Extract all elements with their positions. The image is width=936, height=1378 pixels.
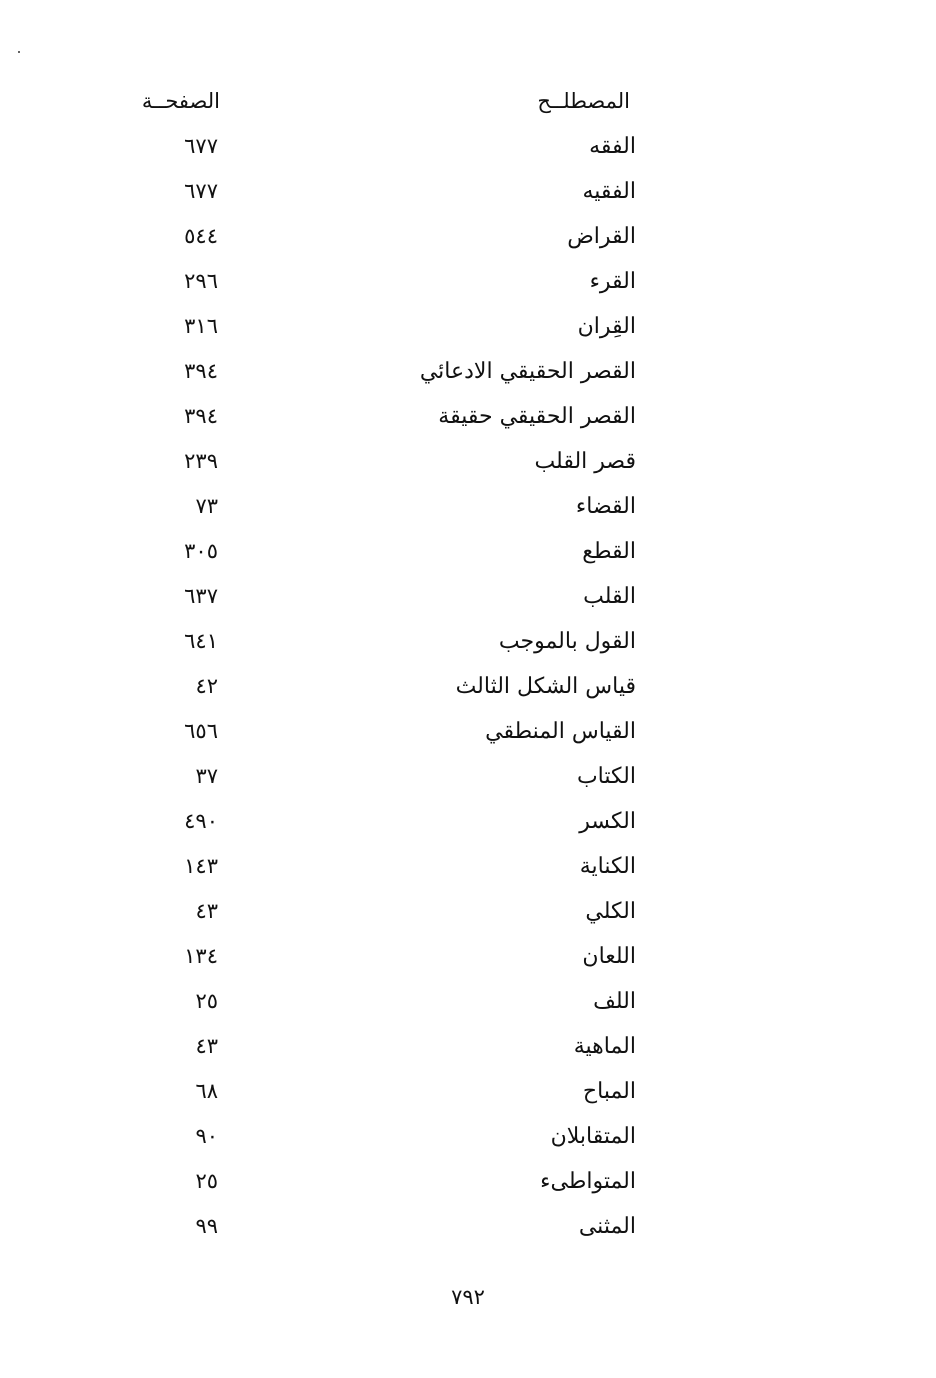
page-number: ٧٩٢ <box>451 1285 485 1309</box>
index-entry <box>0 484 936 529</box>
index-entry <box>0 529 936 574</box>
entry-page-number: ١٣٤ <box>184 944 218 968</box>
index-entry <box>0 709 936 754</box>
entry-page-number: ٢٣٩ <box>184 449 218 473</box>
entry-page-number: ٥٤٤ <box>184 224 218 248</box>
index-entry <box>0 889 936 934</box>
entry-term: المثنى <box>578 1214 636 1239</box>
entry-term: القصر الحقيقي الادعائي <box>419 359 636 384</box>
entry-term: اللف <box>593 989 636 1014</box>
entry-term: المتواطىء <box>540 1169 636 1194</box>
entry-term: الفقه <box>589 134 636 159</box>
entry-page-number: ٢٥ <box>195 1169 218 1193</box>
entry-page-number: ٦٣٧ <box>184 584 218 608</box>
index-entry <box>0 214 936 259</box>
entry-term: القلب <box>583 584 636 609</box>
index-entry <box>0 169 936 214</box>
entry-page-number: ٦٧٧ <box>184 179 218 203</box>
entry-page-number: ٦٥٦ <box>184 719 218 743</box>
entry-term: قياس الشكل الثالث <box>455 674 636 699</box>
entry-term: الكتاب <box>576 764 636 789</box>
entry-term: القول بالموجب <box>498 629 636 654</box>
index-entry <box>0 664 936 709</box>
entry-page-number: ١٤٣ <box>184 854 218 878</box>
entry-page-number: ٤٣ <box>195 1034 218 1058</box>
index-entry <box>0 1159 936 1204</box>
entry-term: القياس المنطقي <box>485 719 636 744</box>
entry-term: الكسر <box>579 809 636 834</box>
entry-page-number: ٦٧٧ <box>184 134 218 158</box>
entry-term: القضاء <box>575 494 636 519</box>
entry-page-number: ٣٩٤ <box>184 404 218 428</box>
index-entry <box>0 979 936 1024</box>
entry-term: القراض <box>567 224 636 249</box>
index-entry <box>0 304 936 349</box>
entry-term: المباح <box>582 1079 636 1104</box>
entry-page-number: ٣٩٤ <box>184 359 218 383</box>
entry-page-number: ٣٧ <box>195 764 218 788</box>
scan-speck <box>18 51 20 53</box>
entry-page-number: ٦٤١ <box>184 629 218 653</box>
entry-term: الفقيه <box>582 179 636 204</box>
entry-term: القرء <box>589 269 636 294</box>
index-entry <box>0 439 936 484</box>
index-entry <box>0 574 936 619</box>
entry-page-number: ٩٠ <box>195 1124 218 1148</box>
entry-term: القِران <box>577 314 636 339</box>
entry-page-number: ٩٩ <box>195 1214 218 1238</box>
index-entry <box>0 934 936 979</box>
index-entry <box>0 1024 936 1069</box>
entry-page-number: ٣١٦ <box>184 314 218 338</box>
term-column-header: المصطلــح <box>537 89 630 113</box>
index-entry <box>0 1069 936 1114</box>
index-entry <box>0 799 936 844</box>
entry-page-number: ٤٢ <box>195 674 218 698</box>
entry-term: الكناية <box>579 854 636 879</box>
entry-term: الماهية <box>573 1034 636 1059</box>
entry-term: قصر القلب <box>534 449 636 474</box>
entry-page-number: ٦٨ <box>195 1079 218 1103</box>
entry-page-number: ٢٥ <box>195 989 218 1013</box>
entry-term: اللعان <box>582 944 636 969</box>
index-entries <box>0 124 936 1249</box>
index-entry <box>0 844 936 889</box>
entry-term: المتقابلان <box>550 1124 636 1149</box>
index-entry <box>0 259 936 304</box>
index-entry <box>0 124 936 169</box>
index-entry <box>0 394 936 439</box>
entry-page-number: ٣٠٥ <box>184 539 218 563</box>
index-entry <box>0 619 936 664</box>
entry-term: الكلي <box>585 899 636 924</box>
entry-term: القطع <box>582 539 636 564</box>
index-entry <box>0 1114 936 1159</box>
index-entry <box>0 349 936 394</box>
index-header <box>0 84 936 118</box>
entry-term: القصر الحقيقي حقيقة <box>438 404 636 429</box>
entry-page-number: ٢٩٦ <box>184 269 218 293</box>
entry-page-number: ٤٣ <box>195 899 218 923</box>
index-entry <box>0 1204 936 1249</box>
entry-page-number: ٤٩٠ <box>184 809 218 833</box>
page-column-header: الصفحــة <box>141 89 220 113</box>
entry-page-number: ٧٣ <box>195 494 218 518</box>
index-entry <box>0 754 936 799</box>
